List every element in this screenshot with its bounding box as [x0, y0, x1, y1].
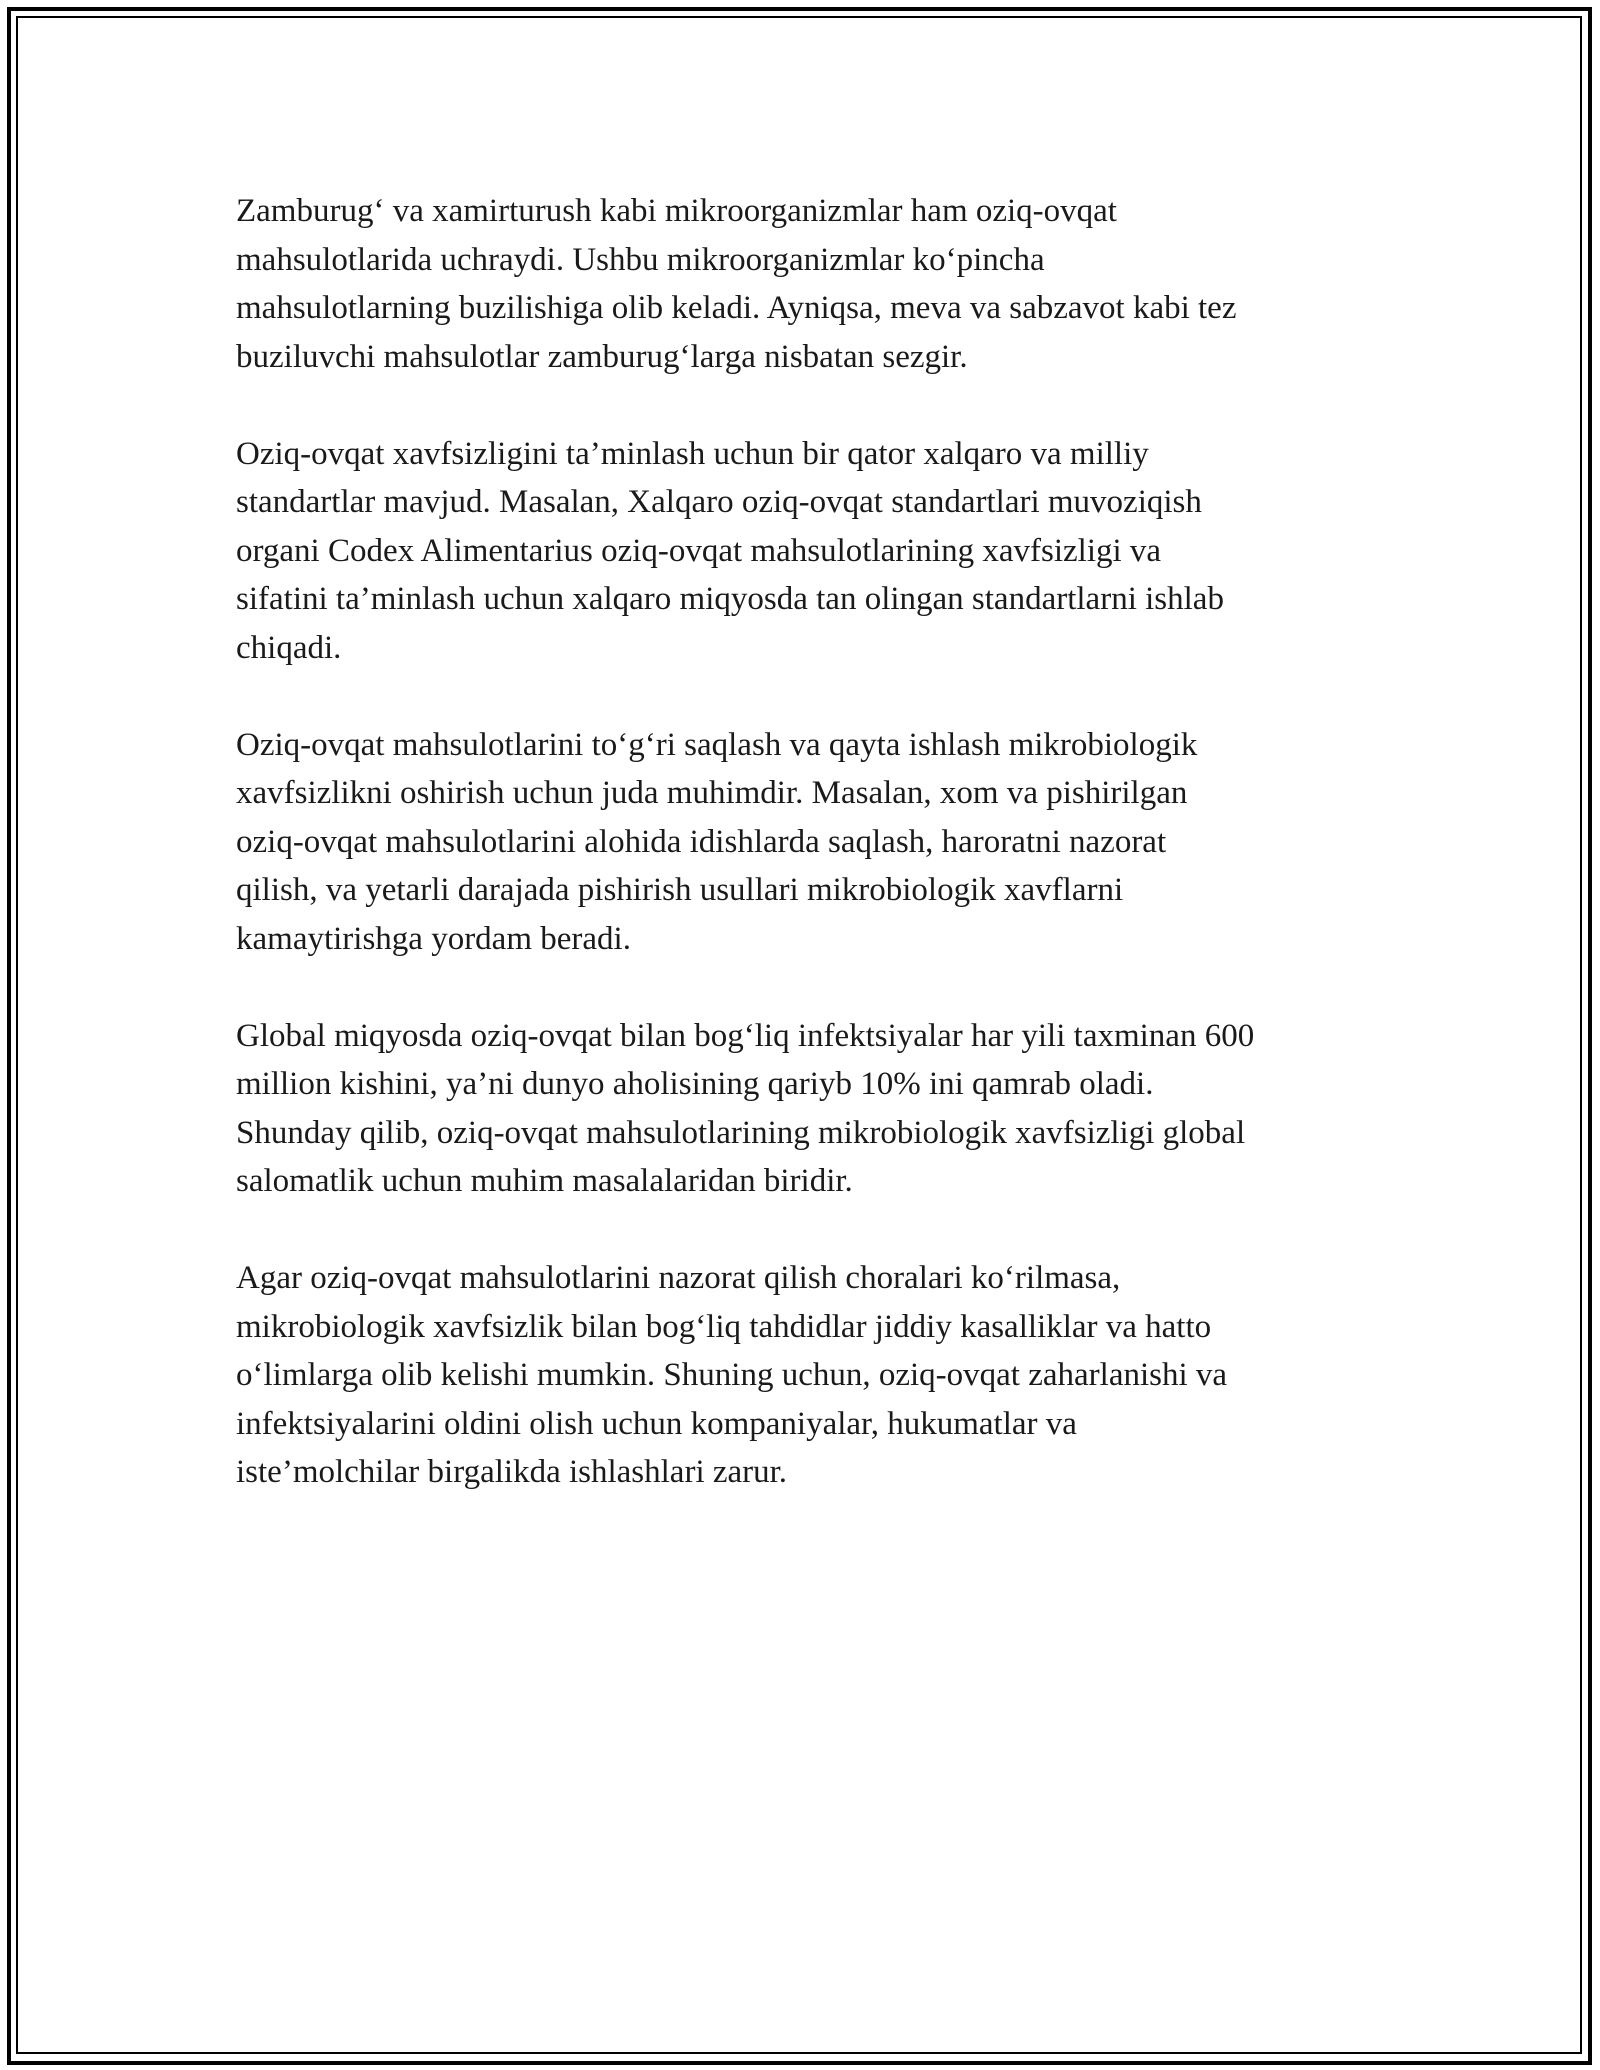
paragraph-2: Oziq-ovqat xavfsizligini ta’minlash uchun bir qator xalqaro va milliy standartlar mavjud. Masalan, Xalqaro oziq-ovqat standartlari muvoziqish organi Codex Alimentarius oziq-ovqat mahsulotlarining xavfsizligi va sifatini ta’minlash uchun xalqaro miqyosda tan olingan standartlarni ishlab chiqadi. [236, 435, 1224, 666]
paragraph-3: Oziq-ovqat mahsulotlarini to‘g‘ri saqlash va qayta ishlash mikrobiologik xavfsizlikni oshirish uchun juda muhimdir. Masalan, xom va pishirilgan oziq-ovqat mahsulotlarini alohida idishlarda saqlash, haroratni nazorat qilish, va yetarli darajada pishirish usullari mikrobiologik xavflarni kamaytirishga yordam beradi. [236, 726, 1198, 957]
paragraph-1: Zamburug‘ va xamirturush kabi mikroorganizmlar ham oziq-ovqat mahsulotlarida uchraydi. Ushbu mikroorganizmlar ko‘pincha mahsulotlarning buzilishiga olib keladi. Ayniqsa, meva va sabzavot kabi tez buziluvchi mahsulotlar zamburug‘larga nisbatan sezgir. [236, 193, 1237, 375]
paragraph-5: Agar oziq-ovqat mahsulotlarini nazorat qilish choralari ko‘rilmasa, mikrobiologik xavfsizlik bilan bog‘liq tahdidlar jiddiy kasalliklar va hatto o‘limlarga olib kelishi mumkin. Shuning uchun, oziq-ovqat zaharlanishi va infektsiyalarini oldini olish uchun kompaniyalar, hukumatlar va iste’molchilar birgalikda ishlashlari zarur. [236, 1260, 1228, 1490]
paragraph-4: Global miqyosda oziq-ovqat bilan bog‘liq infektsiyalar har yili taxminan 600 million kishini, ya’ni dunyo aholisining qariyb 10% ini qamrab oladi. Shunday qilib, oziq-ovqat mahsulotlarining mikrobiologik xavfsizligi global salomatlik uchun muhim masalalaridan biridir. [236, 1017, 1255, 1199]
document-body [236, 187, 1376, 1545]
